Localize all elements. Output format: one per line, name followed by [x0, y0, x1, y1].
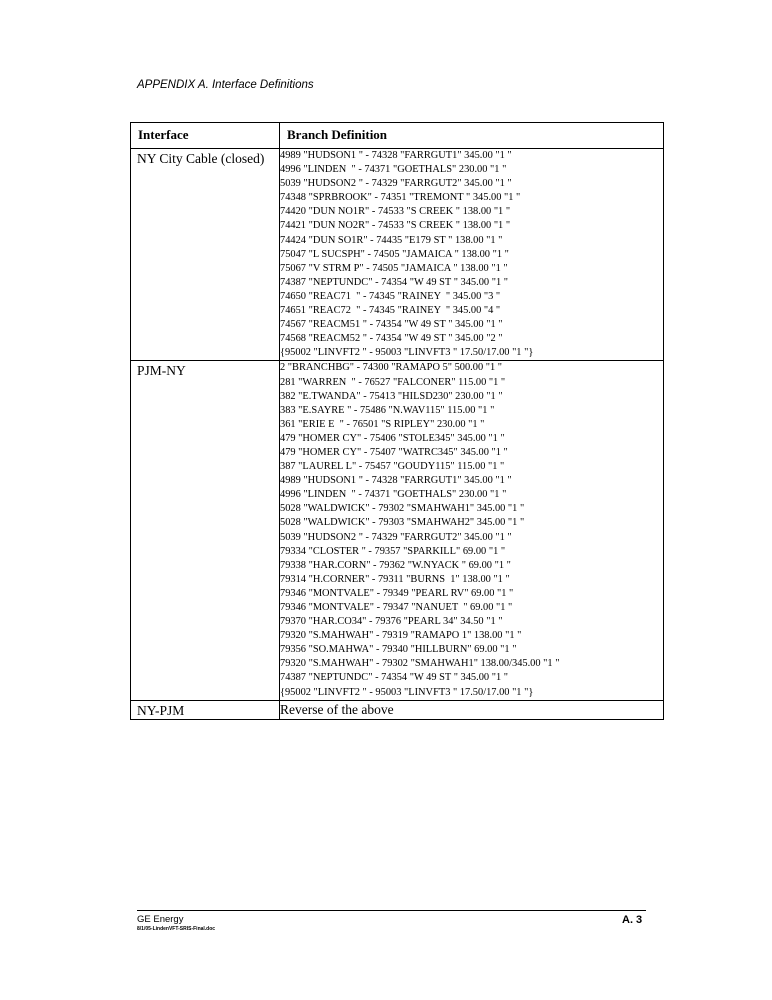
page-header: APPENDIX A. Interface Definitions	[137, 79, 314, 91]
table-row	[131, 361, 664, 700]
column-header-interface	[131, 123, 280, 149]
branch-line: 74387 "NEPTUNDC" - 74354 "W 49 ST " 345.00 "1 "	[280, 672, 508, 684]
branch-line: 383 "E.SAYRE " - 75486 "N.WAV115" 115.00 "1 "	[280, 404, 495, 416]
branch-line: 281 "WARREN " - 76527 "FALCONER" 115.00 "1 "	[280, 376, 506, 388]
interface-cell	[131, 361, 280, 700]
column-header-branch	[280, 123, 664, 149]
page-number: A. 3	[622, 914, 643, 926]
interface-cell	[131, 700, 280, 719]
branch-line: 361 "ERIE E " - 76501 "S RIPLEY" 230.00 "1 "	[280, 418, 485, 430]
branch-line: 74424 "DUN SO1R" - 74435 "E179 ST " 138.00 "1 "	[280, 234, 503, 246]
branch-line: 79356 "SO.MAHWA" - 79340 "HILLBURN" 69.00 "1 "	[280, 644, 517, 656]
branch-line: 4989 "HUDSON1 " - 74328 "FARRGUT1" 345.00 "1 "	[280, 150, 512, 161]
branch-line: {95002 "LINVFT2 " - 95003 "LINVFT3 " 17.50/17.00 "1 "}	[280, 686, 534, 698]
branch-definition-cell	[280, 700, 664, 719]
interface-definitions-table	[130, 122, 664, 720]
branch-line: 79346 "MONTVALE" - 79347 "NANUET " 69.00 "1 "	[280, 602, 513, 613]
branch-line: 79320 "S.MAHWAH" - 79319 "RAMAPO 1" 138.00 "1 "	[280, 630, 522, 642]
branch-line: 79346 "MONTVALE" - 79349 "PEARL RV" 69.00 "1 "	[280, 587, 514, 599]
footer-company: GE Energy	[137, 914, 184, 925]
branch-definition-cell	[280, 361, 664, 700]
branch-line: {95002 "LINVFT2 " - 95003 "LINVFT3 " 17.50/17.00 "1 "}	[280, 347, 534, 359]
branch-line: 79320 "S.MAHWAH" - 79302 "SMAHWAH1" 138.00/345.00 "1 "	[280, 658, 560, 670]
interface-name: NY City Cable (closed)	[137, 151, 265, 166]
column-header-branch-label: Branch Definition	[287, 127, 388, 142]
branch-line: 75067 "V STRM P" - 74505 "JAMAICA " 138.00 "1 "	[280, 262, 508, 274]
branch-line: 4996 "LINDEN " - 74371 "GOETHALS" 230.00 "1 "	[280, 489, 507, 501]
table-row	[131, 149, 664, 361]
branch-line: 74387 "NEPTUNDC" - 74354 "W 49 ST " 345.00 "1 "	[280, 276, 508, 288]
branch-line: 75047 "L SUCSPH" - 74505 "JAMAICA " 138.00 "1 "	[280, 248, 509, 260]
branch-line: 74348 "SPRBROOK" - 74351 "TREMONT " 345.00 "1 "	[280, 192, 521, 204]
interface-cell	[131, 149, 280, 361]
table-row	[131, 700, 664, 719]
branch-line: 74421 "DUN NO2R" - 74533 "S CREEK " 138.00 "1 "	[280, 220, 511, 232]
branch-line: 5039 "HUDSON2 " - 74329 "FARRGUT2" 345.00 "1 "	[280, 178, 512, 190]
branch-line: 74567 "REACM51 " - 74354 "W 49 ST " 345.00 "1 "	[280, 319, 503, 331]
branch-line: 5028 "WALDWICK" - 79303 "SMAHWAH2" 345.00 "1 "	[280, 517, 525, 529]
branch-line: 79338 "HAR.CORN" - 79362 "W.NYACK " 69.00 "1 "	[280, 559, 511, 571]
branch-line: Reverse of the above	[280, 701, 394, 717]
branch-line: 79334 "CLOSTER " - 79357 "SPARKILL" 69.00 "1 "	[280, 545, 506, 557]
branch-line: 5039 "HUDSON2 " - 74329 "FARRGUT2" 345.00 "1 "	[280, 531, 512, 543]
branch-line: 4989 "HUDSON1 " - 74328 "FARRGUT1" 345.00 "1 "	[280, 475, 512, 487]
branch-definition-cell	[280, 149, 664, 361]
branch-line: 382 "E.TWANDA" - 75413 "HILSD230" 230.00 "1 "	[280, 390, 503, 402]
footer-divider	[137, 910, 646, 911]
column-header-interface-label: Interface	[138, 127, 189, 142]
branch-line: 74651 "REAC72 " - 74345 "RAINEY " 345.00 "4 "	[280, 305, 501, 317]
branch-line: 79370 "HAR.CO34" - 79376 "PEARL 34" 34.50 "1 "	[280, 616, 503, 628]
branch-line: 74650 "REAC71 " - 74345 "RAINEY " 345.00 "3 "	[280, 290, 501, 302]
branch-line: 387 "LAUREL L" - 75457 "GOUDY115" 115.00 "1 "	[280, 461, 505, 473]
interface-name: PJM-NY	[137, 363, 186, 379]
table-header-row	[131, 123, 664, 149]
branch-line: 79314 "H.CORNER" - 79311 "BURNS 1" 138.00 "1 "	[280, 573, 510, 585]
branch-line: 4996 "LINDEN " - 74371 "GOETHALS" 230.00 "1 "	[280, 164, 507, 176]
branch-line: 479 "HOMER CY" - 75406 "STOLE345" 345.00 "1 "	[280, 432, 505, 444]
branch-line: 74420 "DUN NO1R" - 74533 "S CREEK " 138.00 "1 "	[280, 206, 511, 218]
branch-line: 479 "HOMER CY" - 75407 "WATRC345" 345.00 "1 "	[280, 446, 508, 458]
interface-name: NY-PJM	[137, 702, 185, 718]
branch-line: 74568 "REACM52 " - 74354 "W 49 ST " 345.00 "2 "	[280, 333, 503, 345]
table-body	[131, 149, 664, 720]
footer-doc-path: 8/1/05-LindenVFT-SRIS-Final.doc	[137, 926, 216, 932]
branch-line: 2 "BRANCHBG" - 74300 "RAMAPO 5" 500.00 "1 "	[280, 362, 503, 374]
branch-line: 5028 "WALDWICK" - 79302 "SMAHWAH1" 345.00 "1 "	[280, 503, 525, 515]
